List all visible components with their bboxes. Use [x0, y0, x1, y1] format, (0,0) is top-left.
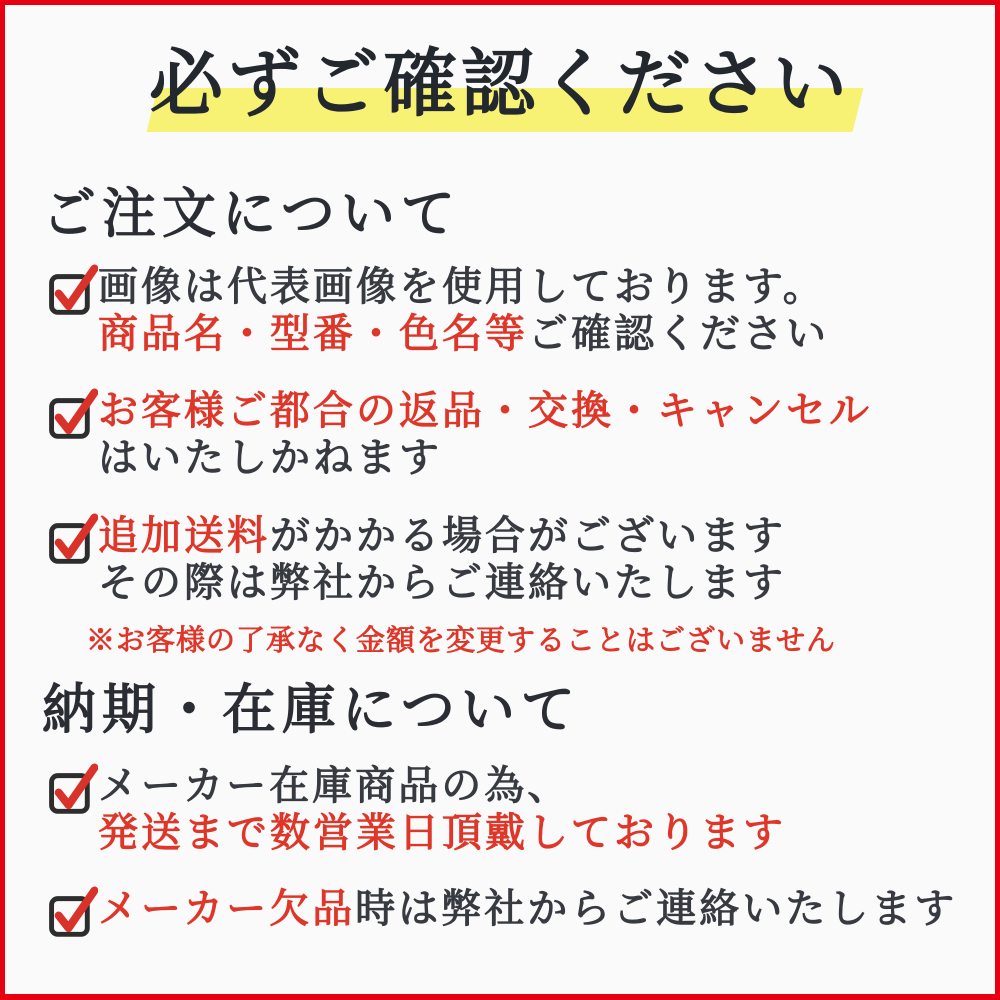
- item-line: [98, 885, 957, 932]
- text-segment-emphasis: 発送まで数営業日頂戴しております: [98, 809, 786, 856]
- item-line: [98, 809, 786, 856]
- text-segment: 時は弊社からご連絡いたします: [355, 885, 958, 932]
- text-segment: 画像は代表画像を使用しております。: [98, 263, 826, 310]
- notice-item-maker-shortage: [48, 885, 957, 939]
- text-segment: その際は弊社からご連絡いたします: [98, 559, 786, 606]
- item-line: [98, 310, 829, 357]
- text-segment-emphasis: 追加送料: [98, 512, 270, 559]
- item-line: [98, 762, 786, 809]
- item-text: [98, 387, 872, 481]
- section-heading-stock: 納期・在庫について: [42, 677, 581, 741]
- item-line: [98, 263, 829, 310]
- item-text: [98, 263, 829, 357]
- notice-item-maker-stock: [48, 762, 786, 856]
- text-segment-emphasis: 商品名・型番・色名等: [98, 310, 528, 357]
- text-segment-emphasis: お客様ご都合の返品・交換・キャンセル: [98, 387, 872, 434]
- item-line: [98, 512, 836, 559]
- checked-checkbox-icon: [48, 512, 98, 566]
- notice-item-extra-shipping: [48, 512, 836, 658]
- item-text: [98, 885, 957, 932]
- item-text: [86, 512, 837, 658]
- checked-checkbox-icon: [48, 387, 98, 441]
- checked-checkbox-icon: [48, 263, 98, 317]
- text-segment: ご確認ください: [528, 310, 829, 357]
- checked-checkbox-icon: [48, 762, 98, 816]
- text-segment: メーカー在庫商品の為、: [98, 762, 571, 809]
- section-heading-order: ご注文について: [42, 181, 461, 245]
- text-segment: がかかる場合がございます: [270, 512, 786, 559]
- notice-item-returns: [48, 387, 872, 481]
- checked-checkbox-icon: [48, 885, 98, 939]
- title-banner: [0, 0, 1000, 150]
- page-title: 必ずご確認ください: [149, 41, 851, 127]
- text-segment: はいたしかねます: [98, 434, 442, 481]
- item-line: [98, 434, 872, 481]
- item-line: [98, 559, 836, 606]
- item-text: [98, 762, 786, 856]
- item-line: [98, 387, 872, 434]
- text-segment-emphasis: メーカー欠品: [98, 885, 356, 932]
- item-footnote: ※お客様の了承なく金額を変更することはございません: [86, 623, 837, 657]
- notice-item-representative-image: [48, 263, 829, 357]
